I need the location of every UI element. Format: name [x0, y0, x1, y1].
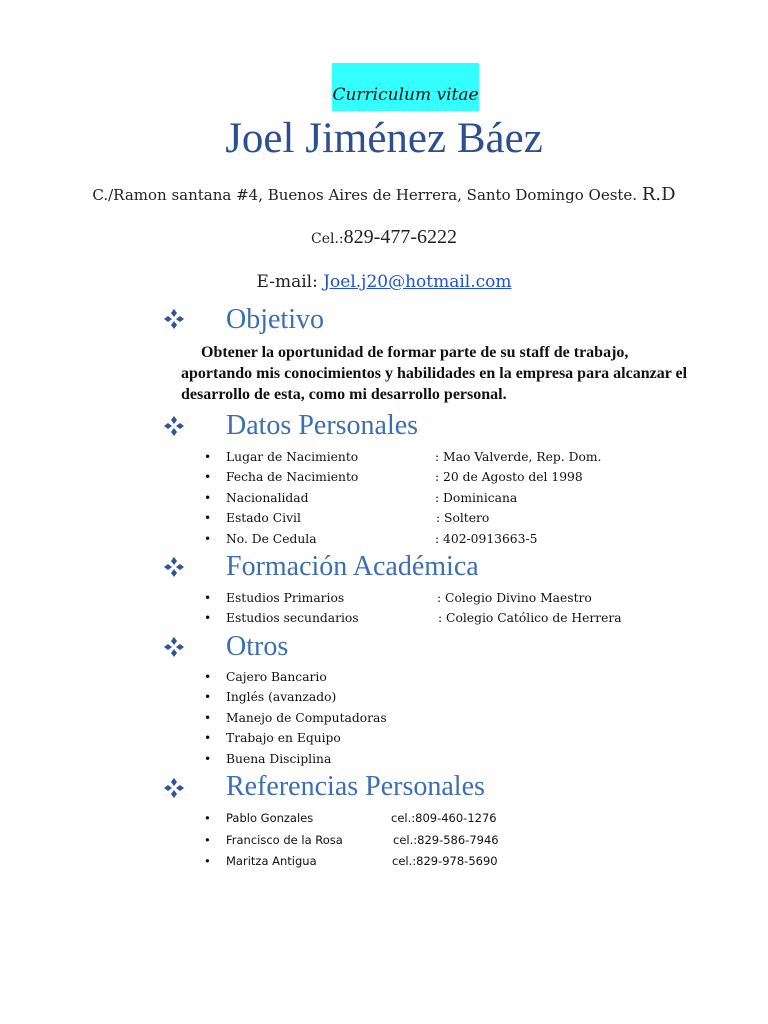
reference-name: Maritza Antigua: [226, 854, 317, 868]
objective-text: [181, 342, 741, 405]
item-value: : 402-0913663-5: [435, 532, 538, 546]
objective-line-1: Obtener la oportunidad de formar parte de su staff de trabajo,: [201, 344, 629, 361]
address-text: C./Ramon santana #4, Buenos Aires de Herrera, Santo Domingo Oeste.: [92, 186, 638, 204]
phone-line: [0, 226, 768, 249]
bullet-icon: •: [204, 711, 212, 725]
email-line: [0, 272, 768, 292]
bullet-icon: •: [204, 690, 212, 704]
bullet-icon: •: [204, 532, 212, 546]
email-label: E-mail:: [256, 272, 318, 292]
diamond-bullet-icon: [162, 637, 186, 657]
bullet-icon: •: [204, 491, 212, 505]
bullet-icon: •: [204, 511, 212, 525]
item-value: : Dominicana: [435, 491, 518, 505]
bullet-icon: •: [204, 833, 211, 847]
diamond-bullet-icon: [162, 309, 186, 329]
objective-rest: aportando mis conocimientos y habilidades en la empresa para alcanzar el desarrollo de esta, como mi desarrollo personal.: [181, 365, 688, 403]
bullet-icon: •: [204, 611, 212, 625]
item-value: : Mao Valverde, Rep. Dom.: [435, 450, 602, 464]
section-title-formacion-academica: Formación Académica: [226, 551, 479, 582]
diamond-bullet-icon: [162, 416, 186, 436]
bullet-icon: •: [204, 470, 212, 484]
bullet-icon: •: [204, 854, 211, 868]
phone-label: Cel.:: [311, 231, 344, 247]
section-title-datos-personales: Datos Personales: [226, 410, 419, 441]
item-value: : Soltero: [436, 511, 490, 525]
item-label: Inglés (avanzado): [226, 690, 337, 704]
reference-phone: cel.:809-460-1276: [391, 811, 497, 825]
doc-label: Curriculum vitae: [332, 63, 479, 111]
item-value: : Colegio Católico de Herrera: [438, 611, 622, 625]
item-label: Buena Disciplina: [226, 752, 332, 766]
bullet-icon: •: [204, 752, 212, 766]
bullet-icon: •: [204, 731, 212, 745]
diamond-bullet-icon: [162, 557, 186, 577]
reference-name: Francisco de la Rosa: [226, 833, 343, 847]
phone-number: 829-477-6222: [343, 226, 457, 248]
section-title-referencias-personales: Referencias Personales: [226, 771, 485, 802]
candidate-name: Joel Jiménez Báez: [225, 115, 543, 162]
bullet-icon: •: [204, 811, 211, 825]
item-label: Estudios secundarios: [226, 611, 359, 625]
item-value: : 20 de Agosto del 1998: [435, 470, 583, 484]
item-label: Trabajo en Equipo: [226, 731, 341, 745]
item-label: No. De Cedula: [226, 532, 317, 546]
reference-name: Pablo Gonzales: [226, 811, 314, 825]
section-title-otros: Otros: [226, 631, 289, 662]
bullet-icon: •: [204, 670, 212, 684]
bullet-icon: •: [204, 591, 212, 605]
item-label: Lugar de Nacimiento: [226, 450, 359, 464]
item-label: Cajero Bancario: [226, 670, 327, 684]
diamond-bullet-icon: [162, 778, 186, 798]
item-label: Fecha de Nacimiento: [226, 470, 359, 484]
item-label: Estado Civil: [226, 511, 301, 525]
item-label: Estudios Primarios: [226, 591, 345, 605]
reference-phone: cel.:829-586-7946: [393, 833, 499, 847]
address-suffix: R.D: [641, 184, 676, 205]
item-value: : Colegio Divino Maestro: [437, 591, 592, 605]
section-title-objetivo: Objetivo: [226, 304, 324, 335]
item-label: Nacionalidad: [226, 491, 309, 505]
address: [0, 184, 768, 205]
email-link[interactable]: Joel.j20@hotmail.com: [323, 272, 512, 292]
item-label: Manejo de Computadoras: [226, 711, 387, 725]
reference-phone: cel.:829-978-5690: [392, 854, 498, 868]
bullet-icon: •: [204, 450, 212, 464]
